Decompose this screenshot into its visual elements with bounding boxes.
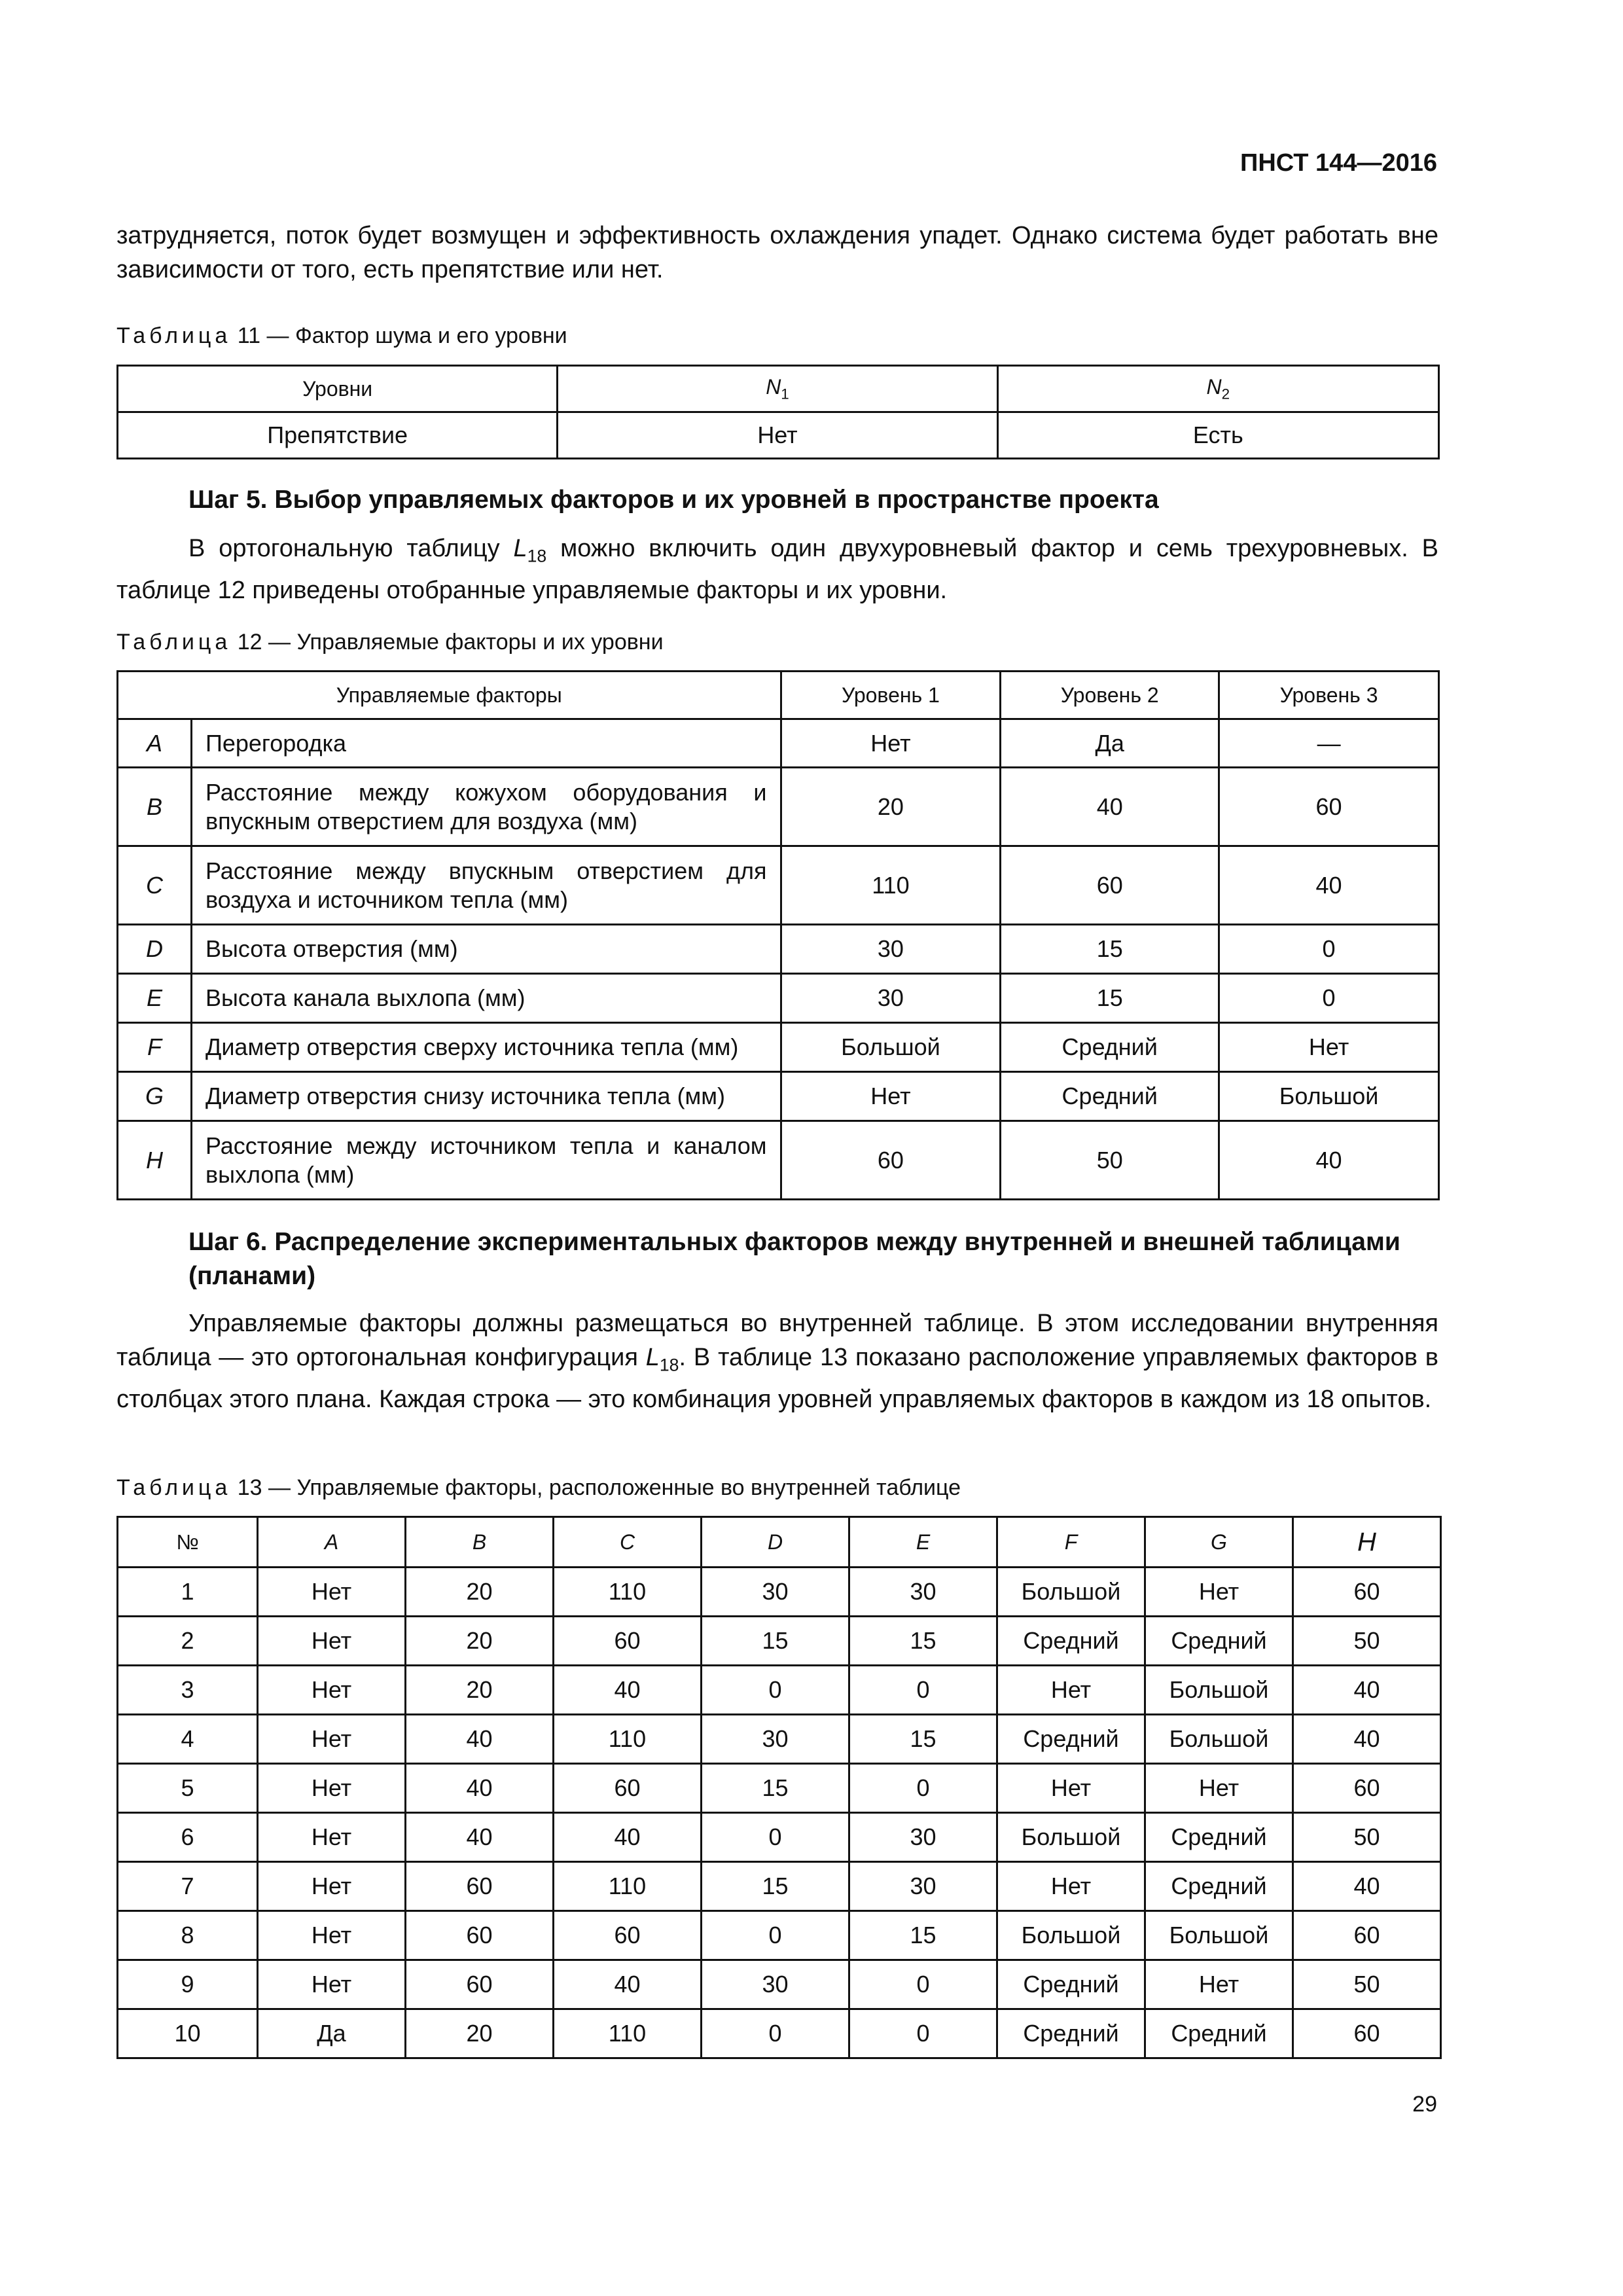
table-cell: Нет: [258, 1715, 406, 1764]
table11-caption: [116, 323, 567, 349]
document-code: ПНСТ 144—2016: [1240, 149, 1437, 177]
table-row: [118, 1911, 1441, 1960]
level-1-cell: 20: [781, 768, 1001, 846]
factor-name: Расстояние между кожухом оборудования и впускным отверстием для воздуха (мм): [191, 768, 781, 846]
table13-header: D: [702, 1517, 849, 1568]
table13-header: G: [1145, 1517, 1293, 1568]
level-2-cell: Средний: [1001, 1023, 1219, 1072]
table-cell: 0: [702, 2009, 849, 2058]
table-cell: 10: [118, 2009, 258, 2058]
table12-caption: [116, 630, 664, 655]
table11-header: Уровни: [118, 366, 558, 412]
level-2-cell: 60: [1001, 846, 1219, 925]
factor-code: D: [118, 925, 192, 974]
table-cell: Средний: [997, 1715, 1145, 1764]
table-cell: Есть: [997, 412, 1438, 459]
table-cell: 15: [702, 1764, 849, 1813]
table-cell: 9: [118, 1960, 258, 2009]
table-12: [116, 670, 1440, 1200]
table-cell: Нет: [1145, 1960, 1293, 2009]
table13-header: A: [258, 1517, 406, 1568]
level-1-cell: 30: [781, 974, 1001, 1023]
table-cell: 0: [849, 1764, 997, 1813]
table-cell: Средний: [997, 1617, 1145, 1666]
factor-name: Высота канала выхлопа (мм): [191, 974, 781, 1023]
table-cell: Нет: [558, 412, 997, 459]
step5-paragraph: В ортогональную таблицу $L_{18}$ можно включить один двухуровневый фактор и семь трехуровневых. В таблице 12 приведены отобранные управляемые факторы и их уровни.: [116, 535, 1438, 604]
page-number: 29: [1412, 2092, 1437, 2117]
table-cell: 20: [406, 1666, 554, 1715]
table-cell: 60: [1293, 1764, 1441, 1813]
level-3-cell: 60: [1219, 768, 1439, 846]
table13-body: [118, 1568, 1441, 2058]
table-cell: Нет: [258, 1568, 406, 1617]
table-cell: 110: [554, 1862, 702, 1911]
table-cell: Средний: [1145, 2009, 1293, 2058]
table-cell: Большой: [997, 1911, 1145, 1960]
table-row: [118, 1960, 1441, 2009]
table-cell: 5: [118, 1764, 258, 1813]
table-cell: 1: [118, 1568, 258, 1617]
table-cell: 40: [1293, 1862, 1441, 1911]
table-cell: Большой: [1145, 1666, 1293, 1715]
table13-caption-text: 13 — Управляемые факторы, расположенные во внутренней таблице: [231, 1475, 961, 1500]
table-row: [118, 1813, 1441, 1862]
table-row: [118, 1568, 1441, 1617]
table-cell: Нет: [997, 1666, 1145, 1715]
table12-header: Уровень 1: [781, 672, 1001, 719]
table-cell: Нет: [258, 1666, 406, 1715]
table13-header: H: [1293, 1517, 1441, 1568]
step5-heading: Шаг 5. Выбор управляемых факторов и их уровней в пространстве проекта: [188, 486, 1159, 514]
level-3-cell: Нет: [1219, 1023, 1439, 1072]
table12-caption-text: 12 — Управляемые факторы и их уровни: [231, 630, 664, 655]
table-cell: 30: [702, 1715, 849, 1764]
level-3-cell: Большой: [1219, 1072, 1439, 1121]
table-cell: Средний: [1145, 1813, 1293, 1862]
table-cell: 30: [849, 1813, 997, 1862]
table-cell: 0: [849, 1666, 997, 1715]
level-2-cell: Средний: [1001, 1072, 1219, 1121]
table12-header: Уровень 3: [1219, 672, 1439, 719]
step6-paragraph: Управляемые факторы должны размещаться во внутренней таблице. В этом исследовании внутренняя таблица — это ортогональная конфигурация $L_{18}$. В таблице 13 показано расположение управляемых факторов в столбцах этого плана. Каждая строка — это комбинация уровней управляемых факторов в каждом из 18 опытов.: [116, 1310, 1438, 1413]
factor-code: E: [118, 974, 192, 1023]
table12-caption-prefix: Таблица: [116, 630, 232, 655]
table-cell: 40: [554, 1813, 702, 1862]
table-cell: 20: [406, 1568, 554, 1617]
table-cell: 0: [849, 1960, 997, 2009]
table13-header: №: [118, 1517, 258, 1568]
table-cell: Нет: [258, 1862, 406, 1911]
intro-paragraph: затрудняется, поток будет возмущен и эффективность охлаждения упадет. Однако система будет работать вне зависимости от того, есть препятствие или нет.: [116, 222, 1438, 283]
table-cell: 3: [118, 1666, 258, 1715]
table13-header: C: [554, 1517, 702, 1568]
table-row: [118, 1617, 1441, 1666]
table-cell: Нет: [258, 1617, 406, 1666]
factor-name: Диаметр отверстия сверху источника тепла (мм): [191, 1023, 781, 1072]
level-3-cell: 40: [1219, 1121, 1439, 1200]
table-cell: 60: [1293, 1568, 1441, 1617]
factor-name: Расстояние между источником тепла и каналом выхлопа (мм): [191, 1121, 781, 1200]
table-cell: 60: [554, 1617, 702, 1666]
table-cell: Средний: [1145, 1862, 1293, 1911]
table-row: [118, 1023, 1439, 1072]
table-cell: 8: [118, 1911, 258, 1960]
table-cell: 40: [554, 1960, 702, 2009]
level-3-cell: 0: [1219, 925, 1439, 974]
factor-code: H: [118, 1121, 192, 1200]
table-cell: 60: [1293, 2009, 1441, 2058]
table-row: [118, 1666, 1441, 1715]
table-cell: Средний: [1145, 1617, 1293, 1666]
table-cell: Да: [258, 2009, 406, 2058]
table-cell: Большой: [997, 1813, 1145, 1862]
factor-code: B: [118, 768, 192, 846]
factor-name: Высота отверстия (мм): [191, 925, 781, 974]
table-cell: Препятствие: [118, 412, 558, 459]
table-row: [118, 412, 1439, 459]
table-cell: 50: [1293, 1960, 1441, 2009]
table11-header-row: [118, 366, 1439, 412]
table-row: [118, 925, 1439, 974]
factor-name: Расстояние между впускным отверстием для воздуха и источником тепла (мм): [191, 846, 781, 925]
table-cell: 15: [702, 1617, 849, 1666]
table-cell: Большой: [997, 1568, 1145, 1617]
table-row: [118, 1715, 1441, 1764]
table-cell: Нет: [997, 1764, 1145, 1813]
table-row: [118, 2009, 1441, 2058]
table-11: [116, 365, 1440, 459]
table-row: [118, 1121, 1439, 1200]
factor-code: G: [118, 1072, 192, 1121]
table11-caption-prefix: Таблица: [116, 323, 232, 348]
table-cell: 0: [702, 1813, 849, 1862]
table-cell: 60: [554, 1764, 702, 1813]
table-cell: 40: [554, 1666, 702, 1715]
factor-code: C: [118, 846, 192, 925]
table-cell: Нет: [258, 1960, 406, 2009]
table-cell: 40: [406, 1764, 554, 1813]
table-cell: 110: [554, 1568, 702, 1617]
table-cell: Большой: [1145, 1911, 1293, 1960]
table-cell: 4: [118, 1715, 258, 1764]
table-row: [118, 846, 1439, 925]
table-cell: 50: [1293, 1813, 1441, 1862]
table13-caption-prefix: Таблица: [116, 1475, 232, 1500]
table13-header: B: [406, 1517, 554, 1568]
table-cell: 0: [702, 1911, 849, 1960]
table-cell: 40: [1293, 1666, 1441, 1715]
level-3-cell: —: [1219, 719, 1439, 768]
table-cell: 0: [702, 1666, 849, 1715]
level-2-cell: Да: [1001, 719, 1219, 768]
table-cell: 60: [406, 1862, 554, 1911]
table-cell: 6: [118, 1813, 258, 1862]
table12-header-row: [118, 672, 1439, 719]
table-cell: 15: [849, 1715, 997, 1764]
table-cell: 30: [702, 1960, 849, 2009]
table-cell: 40: [1293, 1715, 1441, 1764]
table-row: [118, 974, 1439, 1023]
table-cell: 60: [406, 1911, 554, 1960]
table12-header: Управляемые факторы: [118, 672, 781, 719]
level-1-cell: 110: [781, 846, 1001, 925]
table-cell: 15: [702, 1862, 849, 1911]
table13-caption: [116, 1475, 961, 1501]
table-cell: Нет: [258, 1813, 406, 1862]
table-cell: Нет: [1145, 1764, 1293, 1813]
level-2-cell: 40: [1001, 768, 1219, 846]
table-cell: 50: [1293, 1617, 1441, 1666]
factor-code: F: [118, 1023, 192, 1072]
level-1-cell: 30: [781, 925, 1001, 974]
level-1-cell: Нет: [781, 1072, 1001, 1121]
table11-header: $N_1$: [558, 366, 997, 412]
table-cell: Нет: [1145, 1568, 1293, 1617]
table-cell: Средний: [997, 1960, 1145, 2009]
table-cell: 30: [849, 1862, 997, 1911]
table13-header: F: [997, 1517, 1145, 1568]
level-3-cell: 0: [1219, 974, 1439, 1023]
table-cell: 20: [406, 2009, 554, 2058]
table-cell: 60: [1293, 1911, 1441, 1960]
table12-header: Уровень 2: [1001, 672, 1219, 719]
table-cell: 15: [849, 1911, 997, 1960]
table-row: [118, 1072, 1439, 1121]
step6-heading: Шаг 6. Распределение экспериментальных факторов между внутренней и внешней таблицами (планами): [188, 1228, 1400, 1290]
level-1-cell: Нет: [781, 719, 1001, 768]
table11-caption-text: 11 — Фактор шума и его уровни: [231, 323, 567, 348]
table-cell: 60: [406, 1960, 554, 2009]
table-cell: Нет: [258, 1911, 406, 1960]
table-cell: Средний: [997, 2009, 1145, 2058]
level-2-cell: 15: [1001, 974, 1219, 1023]
table-cell: Нет: [258, 1764, 406, 1813]
table13-header: E: [849, 1517, 997, 1568]
table-cell: 30: [702, 1568, 849, 1617]
table-row: [118, 768, 1439, 846]
level-2-cell: 50: [1001, 1121, 1219, 1200]
table-cell: 110: [554, 1715, 702, 1764]
factor-name: Диаметр отверстия снизу источника тепла (мм): [191, 1072, 781, 1121]
level-1-cell: 60: [781, 1121, 1001, 1200]
table-13: [116, 1516, 1442, 2059]
table11-header: $N_2$: [997, 366, 1438, 412]
table-cell: 2: [118, 1617, 258, 1666]
table-cell: 0: [849, 2009, 997, 2058]
factor-code: A: [118, 719, 192, 768]
level-2-cell: 15: [1001, 925, 1219, 974]
table-cell: 40: [406, 1715, 554, 1764]
table-cell: 110: [554, 2009, 702, 2058]
table-row: [118, 719, 1439, 768]
table-cell: Большой: [1145, 1715, 1293, 1764]
table-cell: 7: [118, 1862, 258, 1911]
table-cell: Нет: [997, 1862, 1145, 1911]
level-3-cell: 40: [1219, 846, 1439, 925]
table-row: [118, 1862, 1441, 1911]
table-cell: 30: [849, 1568, 997, 1617]
level-1-cell: Большой: [781, 1023, 1001, 1072]
table-cell: 15: [849, 1617, 997, 1666]
table13-header-row: [118, 1517, 1441, 1568]
table-cell: 20: [406, 1617, 554, 1666]
table-cell: 60: [554, 1911, 702, 1960]
table-cell: 40: [406, 1813, 554, 1862]
table-row: [118, 1764, 1441, 1813]
factor-name: Перегородка: [191, 719, 781, 768]
